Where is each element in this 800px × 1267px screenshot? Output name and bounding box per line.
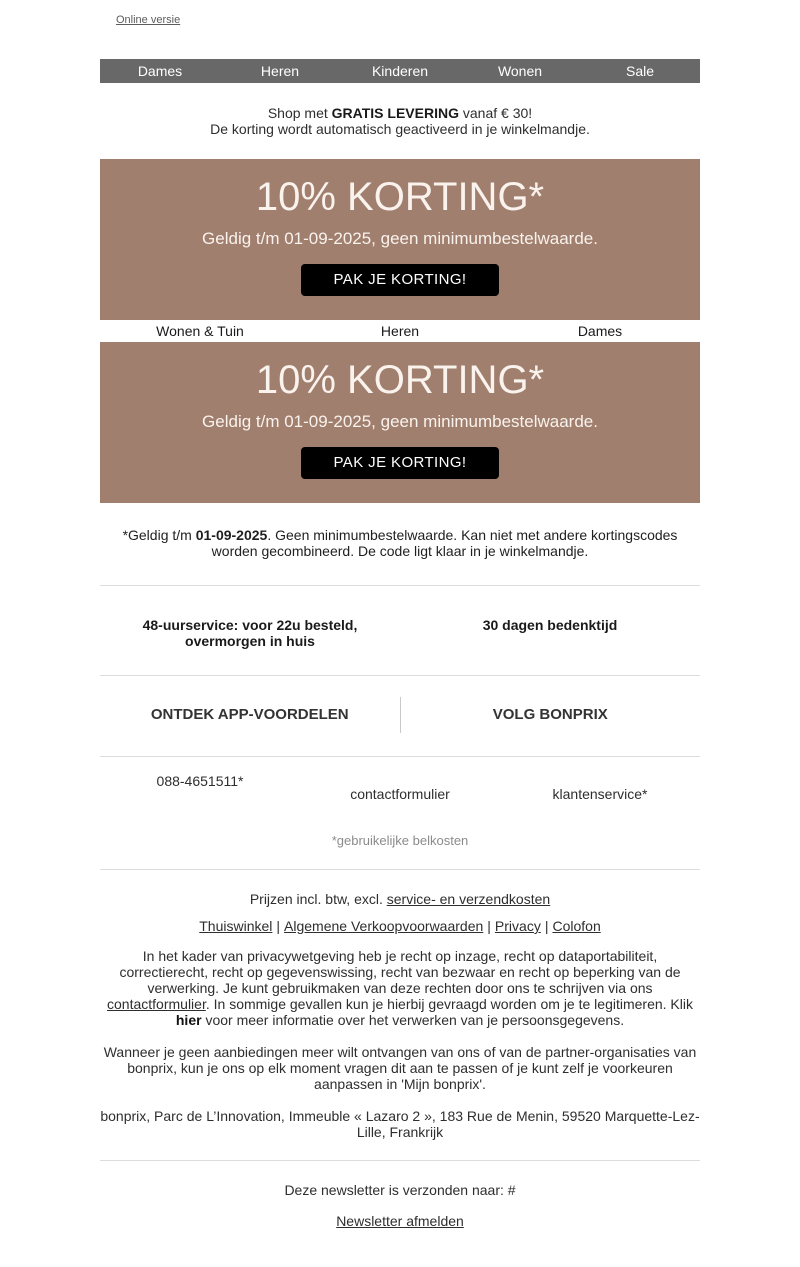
footer-unsubscribe	[100, 1213, 700, 1267]
privacy-paragraph	[100, 948, 700, 1028]
privacy-text: In het kader van privacywetgeving heb je recht op inzage, recht op dataportabiliteit, correctierecht, recht op gegevenswissing, recht van bezwaar en recht op beperking van de verwerking. Je kunt gebruikmaken van deze rechten door ons te schrijven via ons	[119, 948, 681, 996]
nav-item-wonen[interactable]: Wonen	[497, 63, 543, 79]
discount-headline: 10% KORTING*	[255, 358, 545, 402]
terms-expiry-date: 01-09-2025	[195, 527, 268, 543]
terms-prefix: *Geldig t/m	[122, 527, 196, 543]
category-link-dames[interactable]: Dames	[577, 323, 623, 339]
more-info-link[interactable]: hier	[175, 1012, 202, 1028]
link-separator: |	[276, 918, 281, 934]
shipping-promo-text	[100, 105, 700, 137]
link-separator: |	[487, 918, 491, 934]
unsubscribe-info-paragraph: Wanneer je geen aanbiedingen meer wilt ontvangen van ons of van de partner-organisaties van bonprix, kun je ons op elk moment vragen dit aan te passen of je kunt zelf je voorkeuren aanpassen in 'Mijn bonprix'.	[103, 1044, 697, 1092]
privacy-text: . In sommige gevallen kun je hierbij gevraagd worden om je te legitimeren. Klik	[205, 996, 693, 1012]
contact-row	[100, 757, 700, 802]
link-separator: |	[544, 918, 549, 934]
delivery-service-text: 48-uurservice: voor 22u besteld, overmorgen in huis	[142, 617, 358, 649]
follow-bonprix-link[interactable]: VOLG BONPRIX	[492, 706, 608, 723]
shipping-promo-line1	[100, 105, 700, 121]
category-row	[100, 320, 700, 342]
category-link-heren[interactable]: Heren	[380, 323, 420, 339]
online-version-link[interactable]: Online versie	[116, 14, 181, 26]
contact-form-inline-link[interactable]: contactformulier	[107, 996, 206, 1012]
discount-headline: 10% KORTING*	[255, 175, 545, 219]
contact-form-link[interactable]: contactformulier	[350, 786, 450, 802]
privacy-link[interactable]: Privacy	[494, 918, 541, 934]
privacy-text: voor meer informatie over het verwerken van je persoonsgegevens.	[201, 1012, 625, 1028]
claim-discount-button[interactable]: PAK JE KORTING!	[301, 264, 499, 296]
nav-item-dames[interactable]: Dames	[137, 63, 183, 79]
prices-text: Prijzen incl. btw, excl.	[249, 891, 387, 907]
prices-note	[100, 891, 700, 907]
category-link-wonen-tuin[interactable]: Wonen & Tuin	[156, 323, 244, 339]
shipping-promo-line2: De korting wordt automatisch geactiveerd in je winkelmandje.	[210, 121, 590, 137]
discount-subline: Geldig t/m 01-09-2025, geen minimumbestelwaarde.	[202, 229, 598, 248]
divider	[100, 1160, 700, 1161]
terms-conditions-link[interactable]: Algemene Verkoopvoorwaarden	[284, 918, 484, 934]
free-delivery-label: GRATIS LEVERING	[331, 105, 459, 121]
shipping-text-prefix: Shop met	[267, 105, 332, 121]
colofon-link[interactable]: Colofon	[552, 918, 601, 934]
phone-number-link[interactable]: 088-4651511*	[156, 773, 244, 789]
customer-service-link[interactable]: klantenservice*	[552, 786, 648, 802]
service-benefits-row	[100, 586, 700, 675]
nav-item-kinderen[interactable]: Kinderen	[371, 63, 429, 79]
sent-to-note: Deze newsletter is verzonden naar: #	[284, 1182, 516, 1198]
discount-subline: Geldig t/m 01-09-2025, geen minimumbestelwaarde.	[202, 412, 598, 431]
app-social-row	[100, 676, 700, 756]
newsletter-email	[100, 0, 700, 1267]
return-policy-text: 30 dagen bedenktijd	[482, 617, 618, 633]
legal-links-row	[100, 918, 700, 934]
thuiswinkel-link[interactable]: Thuiswinkel	[199, 918, 273, 934]
topbar	[100, 0, 700, 28]
newsletter-unsubscribe-link[interactable]: Newsletter afmelden	[336, 1213, 464, 1229]
promo-banner-2	[100, 342, 700, 503]
main-nav	[100, 59, 700, 83]
call-costs-note: *gebruikelijke belkosten	[331, 833, 469, 848]
shipping-costs-link[interactable]: service- en verzendkosten	[386, 891, 551, 907]
claim-discount-button[interactable]: PAK JE KORTING!	[301, 447, 499, 479]
terms-suffix: . Geen minimumbestelwaarde. Kan niet met andere kortingscodes worden gecombineerd. De code ligt klaar in je winkelmandje.	[211, 527, 678, 559]
divider	[100, 869, 700, 870]
nav-item-heren[interactable]: Heren	[260, 63, 300, 79]
app-benefits-link[interactable]: ONTDEK APP-VOORDELEN	[150, 706, 349, 723]
nav-item-sale[interactable]: Sale	[625, 63, 655, 79]
discount-terms	[108, 527, 693, 559]
company-address: bonprix, Parc de L’Innovation, Immeuble « Lazaro 2 », 183 Rue de Menin, 59520 Marquette-Lez-Lille, Frankrijk	[100, 1108, 700, 1140]
shipping-text-suffix: vanaf € 30!	[458, 105, 533, 121]
promo-banner-1	[100, 159, 700, 320]
